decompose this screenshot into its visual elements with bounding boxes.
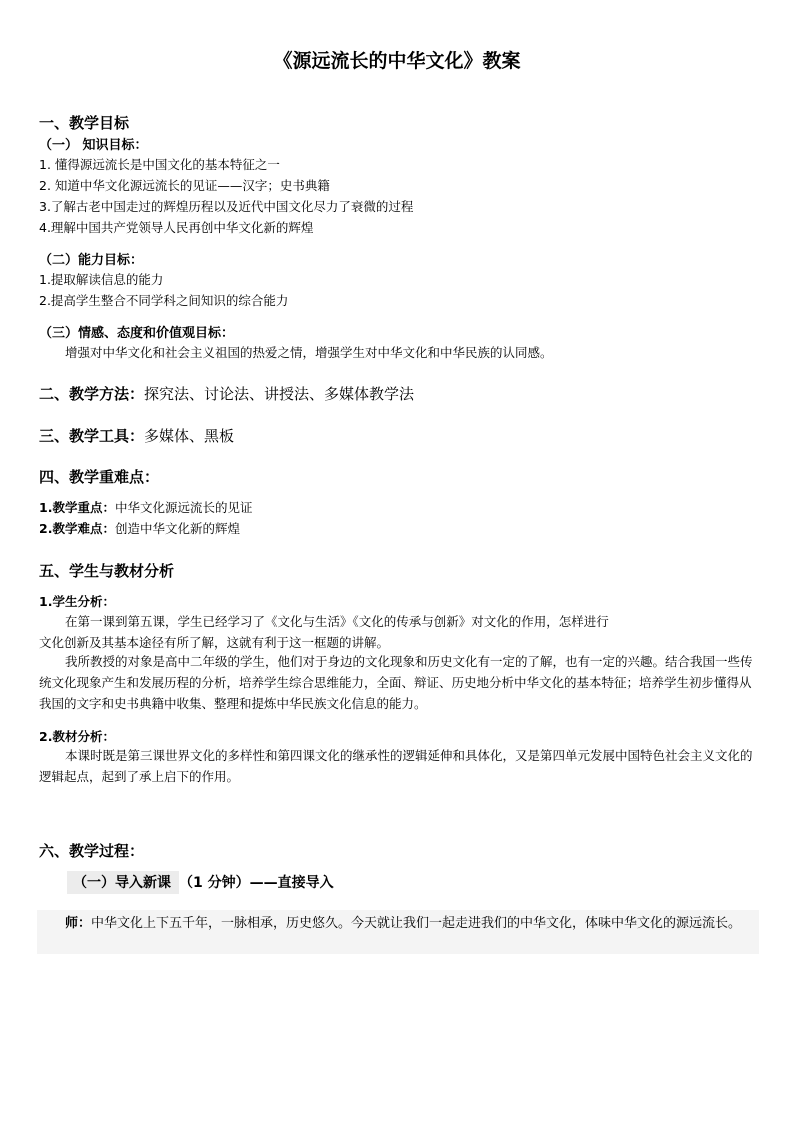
document-title: 《源远流长的中华文化》教案 xyxy=(273,50,521,72)
methods-text: 探究法、讨论法、讲授法、多媒体教学法 xyxy=(144,385,415,403)
section-heading-objectives: 一、教学目标 xyxy=(39,114,130,132)
section-heading-analysis: 五、学生与教材分析 xyxy=(39,562,175,580)
teacher-label: 师： xyxy=(65,916,92,931)
section-heading-key-points: 四、教学重难点： xyxy=(39,468,160,486)
key-point-text: 中华文化源远流长的见证 xyxy=(114,500,253,515)
knowledge-goal-item: 4.理解中国共产党领导人民再创中华文化新的辉煌 xyxy=(39,220,314,235)
step-tag: （一）导入新课 xyxy=(67,871,179,894)
student-analysis-paragraph: 我所教授的对象是高中二年级的学生，他们对于身边的文化现象和历史文化有一定的了解，也有一定的兴趣。结合我国一些传统文化现象产生和发展历程的分析，培养学生综合思维能力，全面、辩证、历史地分析中华文化的基本特征；培养学生初步懂得从我国的文字和史书典籍中收集、整理和提炼中华民族文化信息的能力。 xyxy=(39,654,753,711)
teacher-speech xyxy=(39,913,757,934)
textbook-analysis-label: 2.教材分析： xyxy=(39,729,115,744)
difficulty-label: 2.教学难点： xyxy=(39,521,115,536)
knowledge-goal-item: 3.了解古老中国走过的辉煌历程以及近代中国文化尽力了衰微的过程 xyxy=(39,199,414,214)
section-tools xyxy=(39,425,234,446)
ability-goal-item: 1.提取解读信息的能力 xyxy=(39,272,164,287)
subheading-ability-goals: （二）能力目标： xyxy=(39,253,144,268)
section-methods xyxy=(39,383,414,404)
step-detail: （1 分钟）——直接导入 xyxy=(179,875,334,891)
difficulty-text: 创造中华文化新的辉煌 xyxy=(114,521,240,536)
section-heading-tools: 三、教学工具： xyxy=(39,427,145,445)
key-point-label: 1.教学重点： xyxy=(39,500,115,515)
difficulty-item xyxy=(39,519,240,537)
section-heading-methods: 二、教学方法： xyxy=(39,385,145,403)
step-intro-line xyxy=(67,871,334,894)
key-point-item xyxy=(39,498,252,516)
textbook-analysis-paragraph: 本课时既是第三课世界文化的多样性和第四课文化的继承性的逻辑延伸和具体化，又是第四单元发展中国特色社会主义文化的逻辑起点，起到了承上启下的作用。 xyxy=(39,748,753,784)
tools-text: 多媒体、黑板 xyxy=(144,427,235,445)
knowledge-goal-item: 1. 懂得源远流长是中国文化的基本特征之一 xyxy=(39,157,280,172)
subheading-knowledge-goals: （一） 知识目标： xyxy=(39,138,148,153)
student-analysis-line: 在第一课到第五课，学生已经学习了《文化与生活》《文化的传承与创新》对文化的作用，怎样进行 xyxy=(65,614,609,629)
teacher-text: 中华文化上下五千年，一脉相承，历史悠久。今天就让我们一起走进我们的中华文化，体味中华文化的源远流长。 xyxy=(91,916,742,931)
subheading-attitude-goals: （三）情感、态度和价值观目标： xyxy=(39,326,235,341)
ability-goal-item: 2.提高学生整合不同学科之间知识的综合能力 xyxy=(39,293,289,308)
student-analysis-label: 1.学生分析： xyxy=(39,594,115,609)
section-heading-process: 六、教学过程： xyxy=(39,842,145,860)
knowledge-goal-item: 2. 知道中华文化源远流长的见证——汉字；史书典籍 xyxy=(39,178,330,193)
attitude-goal-text: 增强对中华文化和社会主义祖国的热爱之情，增强学生对中华文化和中华民族的认同感。 xyxy=(65,345,553,360)
student-analysis-line: 文化创新及其基本途径有所了解，这就有利于这一框题的讲解。 xyxy=(39,635,390,650)
